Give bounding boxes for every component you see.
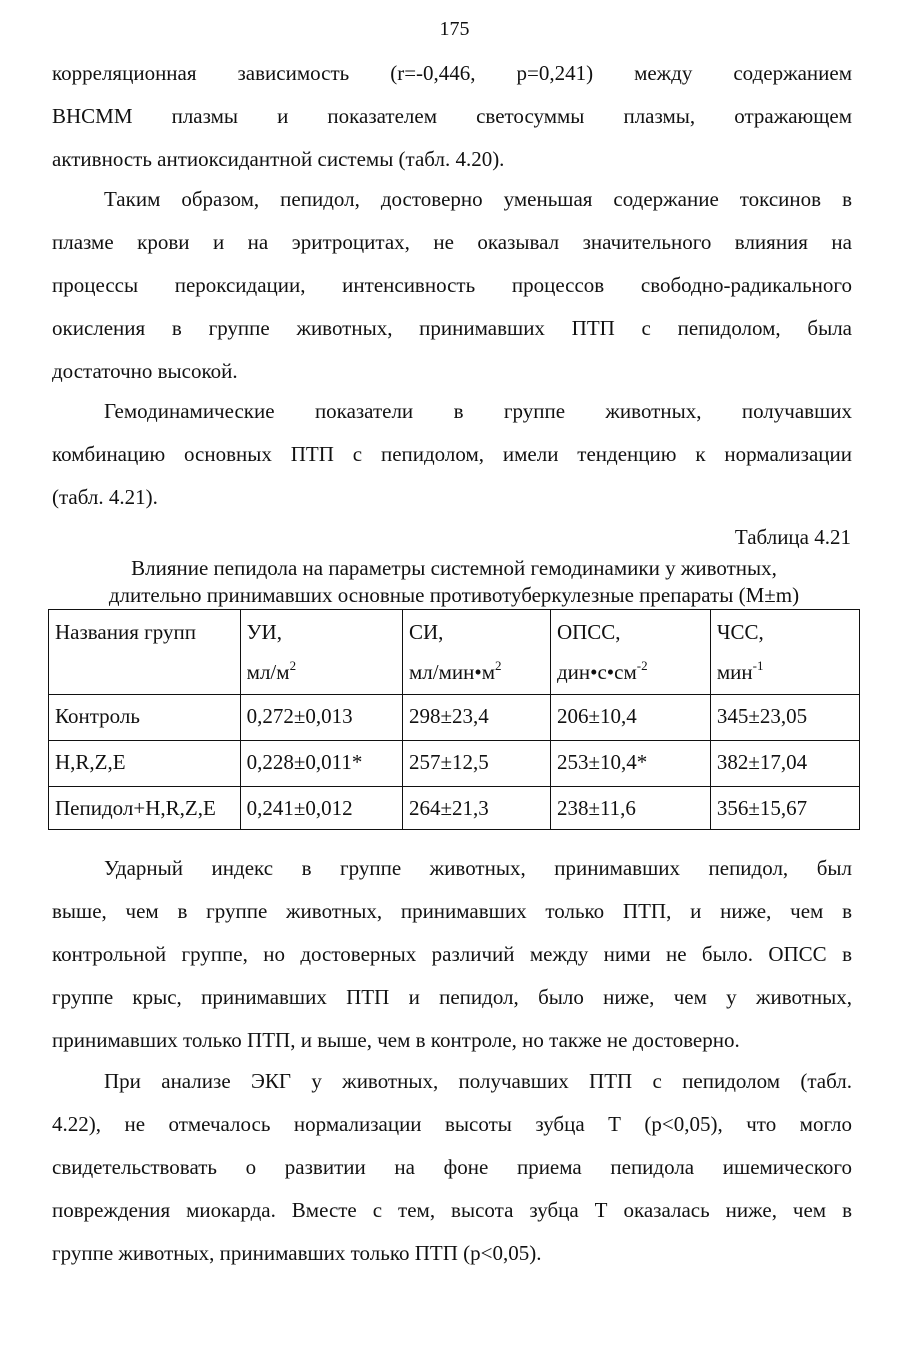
header-unit-line	[409, 652, 544, 692]
paragraph-1	[52, 52, 852, 181]
header-name: СИ,	[409, 620, 444, 644]
header-cell	[710, 610, 859, 695]
table-cell: 238±11,6	[550, 787, 710, 830]
table-title-line: длительно принимавших основные противотуберкулезные препараты (M±m)	[108, 583, 800, 607]
header-cell	[49, 610, 241, 695]
table-cell: 253±10,4*	[550, 741, 710, 787]
table-cell: Пепидол+H,R,Z,E	[49, 787, 241, 830]
header-unit-sup: 2	[495, 658, 502, 673]
table-cell: 206±10,4	[550, 695, 710, 741]
header-name: УИ,	[246, 620, 282, 644]
header-unit-sup: 2	[289, 658, 297, 673]
header-unit-line	[557, 652, 704, 692]
text-line: принимавших только ПТП, и выше, чем в контроле, но также не достоверно.	[52, 1028, 740, 1052]
table-title	[40, 555, 868, 609]
text-line: выше, чем в группе животных, принимавших только ПТП, и ниже, чем в	[52, 899, 852, 923]
table-row	[49, 695, 860, 741]
header-unit-sup: -2	[636, 658, 648, 673]
text-line: процессы пероксидации, интенсивность процессов свободно-радикального	[52, 273, 852, 297]
table-cell: 0,272±0,013	[240, 695, 402, 741]
paragraph-2	[52, 178, 852, 393]
header-unit-sup: -1	[752, 658, 764, 673]
text-line: активность антиоксидантной системы (табл. 4.20).	[52, 147, 505, 171]
table-row	[49, 787, 860, 830]
text-line: группе животных, принимавших только ПТП (p<0,05).	[52, 1241, 542, 1265]
text-line: Ударный индекс в группе животных, принимавших пепидол, был	[104, 856, 852, 880]
table-cell: 0,228±0,011*	[240, 741, 402, 787]
header-unit: мл/мин•м	[409, 660, 496, 684]
table-cell: Контроль	[49, 695, 241, 741]
table-cell: 356±15,67	[710, 787, 859, 830]
paragraph-4	[52, 847, 852, 1062]
header-cell	[240, 610, 402, 695]
text-line: При анализе ЭКГ у животных, получавших ПТП с пепидолом (табл.	[104, 1069, 852, 1093]
text-line: свидетельствовать о развитии на фоне приема пепидола ишемического	[52, 1155, 852, 1179]
table-row	[49, 741, 860, 787]
text-line: окисления в группе животных, принимавших ПТП с пепидолом, была	[52, 316, 852, 340]
text-line: группе крыс, принимавших ПТП и пепидол, было ниже, чем у животных,	[52, 985, 852, 1009]
table-label: Таблица 4.21	[734, 525, 851, 549]
header-unit: мин	[716, 660, 753, 684]
header-unit: мл/м	[246, 660, 290, 684]
header-name: ЧСС,	[716, 620, 764, 644]
page-number: 175	[439, 18, 470, 40]
table-header-row	[49, 610, 860, 695]
header-unit: дин•с•см	[556, 660, 637, 684]
header-unit-line	[717, 652, 853, 692]
text-line: Таким образом, пепидол, достоверно уменьшая содержание токсинов в	[104, 187, 852, 211]
table-cell: 382±17,04	[710, 741, 859, 787]
header-unit-line	[247, 652, 396, 692]
text-line: корреляционная зависимость (r=-0,446, p=0,241) между содержанием	[52, 61, 852, 85]
table-cell: 345±23,05	[710, 695, 859, 741]
header-cell	[403, 610, 551, 695]
header-name: Названия групп	[55, 620, 196, 644]
text-line: Гемодинамические показатели в группе животных, получавших	[104, 399, 852, 423]
table-title-line: Влияние пепидола на параметры системной гемодинамики у животных,	[131, 556, 777, 580]
paragraph-3	[52, 390, 852, 519]
table-cell: 257±12,5	[403, 741, 551, 787]
table-cell: 0,241±0,012	[240, 787, 402, 830]
text-line: ВНСММ плазмы и показателем светосуммы плазмы, отражающем	[52, 104, 852, 128]
paragraph-5	[52, 1060, 852, 1275]
text-line: достаточно высокой.	[52, 359, 238, 383]
text-line: повреждения миокарда. Вместе с тем, высота зубца Т оказалась ниже, чем в	[52, 1198, 852, 1222]
hemodynamics-table	[48, 609, 860, 830]
text-line: контрольной группе, но достоверных различий между ними не было. ОПСС в	[52, 942, 852, 966]
table-cell: H,R,Z,E	[49, 741, 241, 787]
table-cell: 264±21,3	[403, 787, 551, 830]
text-line: (табл. 4.21).	[52, 485, 158, 509]
table-cell: 298±23,4	[403, 695, 551, 741]
header-name: ОПСС,	[556, 620, 621, 644]
text-line: плазме крови и на эритроцитах, не оказывал значительного влияния на	[52, 230, 852, 254]
header-cell	[550, 610, 710, 695]
text-line: комбинацию основных ПТП с пепидолом, имели тенденцию к нормализации	[52, 442, 852, 466]
text-line: 4.22), не отмечалось нормализации высоты зубца Т (p<0,05), что могло	[52, 1112, 852, 1136]
